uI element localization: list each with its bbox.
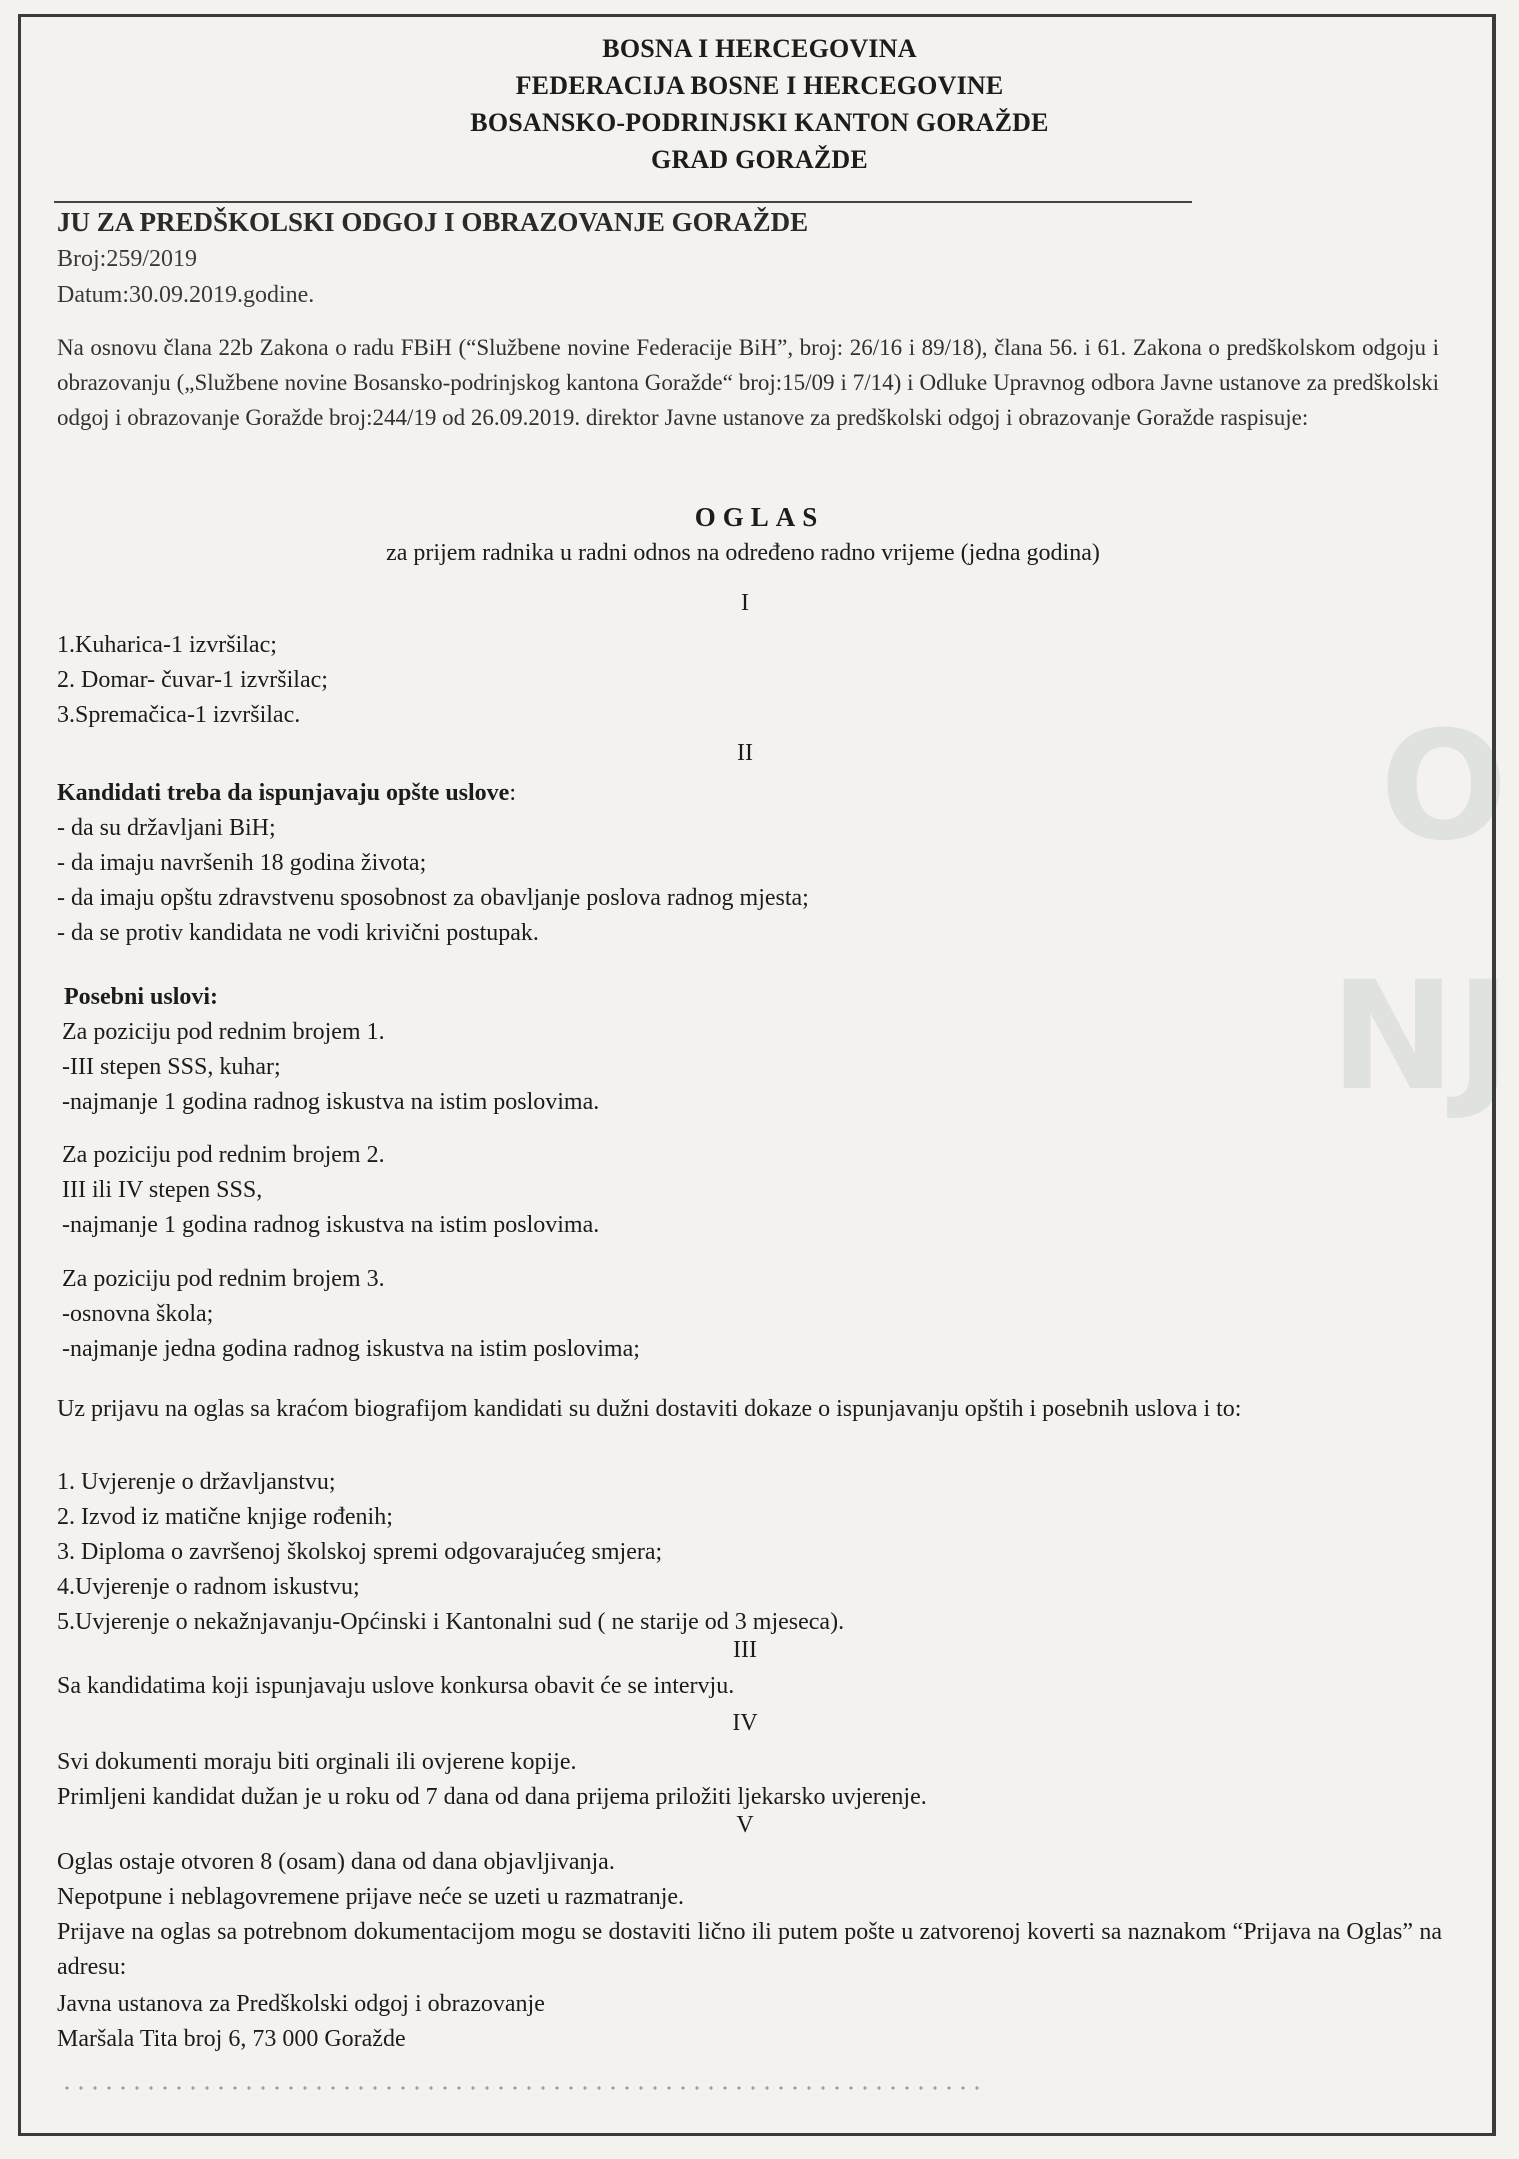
delivery-instructions: Prijave na oglas sa potrebnom dokumentacijom mogu se dostaviti lično ili putem pošte u zatvorenoj koverti sa naznakom “Prijava na Oglas” na adresu:: [57, 1919, 1442, 1980]
condition-item: - da se protiv kandidata ne vodi krivični postupak.: [57, 920, 539, 946]
delivery-address: [57, 1987, 1437, 2057]
position-1-requirements: [62, 1015, 1442, 1120]
dotted-separator: [60, 2084, 980, 2092]
requirement-line: -najmanje 1 godina radnog iskustva na istim poslovima.: [62, 1089, 600, 1115]
documents-intro: Uz prijavu na oglas sa kraćom biografijom kandidati su dužni dostaviti dokaze o ispunjavanju opštih i posebnih uslova i to:: [57, 1396, 1242, 1422]
header-line: BOSNA I HERCEGOVINA: [602, 34, 917, 63]
document-item: 1. Uvjerenje o državljanstvu;: [57, 1469, 336, 1495]
condition-item: - da su državljani BiH;: [57, 815, 276, 841]
requirement-line: -najmanje 1 godina radnog iskustva na istim poslovima.: [62, 1212, 600, 1238]
condition-item: - da imaju navršenih 18 godina života;: [57, 850, 427, 876]
note-line: Svi dokumenti moraju biti orginali ili ovjerene kopije.: [57, 1749, 577, 1775]
section-number-III: III: [733, 1637, 757, 1663]
position-item: 2. Domar- čuvar-1 izvršilac;: [57, 667, 328, 693]
document-item: 2. Izvod iz matične knjige rođenih;: [57, 1504, 393, 1530]
section-number-II: II: [737, 740, 753, 766]
intro-paragraph: Na osnovu člana 22b Zakona o radu FBiH (“Službene novine Federacije BiH”, broj: 26/16 i 89/18), člana 56. i 61. Zakona o predškolskom odgoju i obrazovanju („Službene novine Bosansko-podrinjskog kantona Goražde“ broj:15/09 i 7/14) i Odluke Upravnog odbora Javne ustanove za predškolski odgoj i obrazovanje Goražde broj:244/19 od 26.09.2019. direktor Javne ustanove za predškolski odgoj i obrazovanje Goražde raspisuje:: [57, 335, 1439, 430]
section-number-V: V: [736, 1812, 754, 1838]
institution-name: JU ZA PREDŠKOLSKI ODGOJ I OBRAZOVANJE GORAŽDE: [57, 207, 809, 237]
notice-title: OGLAS: [694, 502, 825, 532]
requirement-line: -najmanje jedna godina radnog iskustva na istim poslovima;: [62, 1336, 640, 1362]
requirement-line: Za poziciju pod rednim brojem 1.: [62, 1019, 385, 1045]
header-divider: [54, 201, 1192, 203]
position-3-requirements: [62, 1262, 1442, 1367]
deadline-line: Nepotpune i neblagovremene prijave neće se uzeti u razmatranje.: [57, 1884, 685, 1910]
section-number-IV: IV: [732, 1710, 758, 1736]
document-date: Datum:30.09.2019.godine.: [57, 282, 315, 308]
document-item: 3. Diploma o završenoj školskoj spremi odgovarajućeg smjera;: [57, 1539, 663, 1565]
background-bleed-through: O: [1380, 700, 1508, 874]
position-item: 3.Spremačica-1 izvršilac.: [57, 702, 301, 728]
general-heading-colon: :: [509, 780, 516, 806]
section-number-I: I: [741, 590, 749, 616]
requirement-line: Za poziciju pod rednim brojem 3.: [62, 1266, 385, 1292]
address-line: Maršala Tita broj 6, 73 000 Goražde: [57, 2026, 406, 2052]
general-conditions-heading: [57, 776, 1437, 811]
document-item: 5.Uvjerenje o nekažnjavanju-Općinski i Kantonalni sud ( ne starije od 3 mjeseca).: [57, 1609, 845, 1635]
note-line: Primljeni kandidat dužan je u roku od 7 dana od dana prijema priložiti ljekarsko uvjerenje.: [57, 1784, 927, 1810]
header-line: BOSANSKO-PODRINJSKI KANTON GORAŽDE: [470, 108, 1049, 137]
special-conditions-heading-block: [64, 980, 1444, 1015]
documents-notes: [57, 1745, 1437, 1815]
deadline-line: Oglas ostaje otvoren 8 (osam) dana od dana objavljivanja.: [57, 1849, 615, 1875]
requirement-line: Za poziciju pod rednim brojem 2.: [62, 1142, 385, 1168]
notice-subtitle: za prijem radnika u radni odnos na određeno radno vrijeme (jedna godina): [386, 540, 1100, 566]
position-2-requirements: [62, 1138, 1442, 1243]
document-number: Broj:259/2019: [57, 246, 198, 272]
condition-item: - da imaju opštu zdravstvenu sposobnost za obavljanje poslova radnog mjesta;: [57, 885, 809, 911]
document-header: [0, 30, 1519, 178]
background-bleed-through-2: NJ: [1330, 950, 1512, 1124]
requirement-line: -osnovna škola;: [62, 1301, 214, 1327]
requirement-line: -III stepen SSS, kuhar;: [62, 1054, 281, 1080]
address-line: Javna ustanova za Predškolski odgoj i obrazovanje: [57, 1991, 545, 2017]
document-item: 4.Uvjerenje o radnom iskustvu;: [57, 1574, 360, 1600]
header-line: FEDERACIJA BOSNE I HERCEGOVINE: [515, 71, 1004, 100]
interview-text: Sa kandidatima koji ispunjavaju uslove konkursa obavit će se intervju.: [57, 1673, 735, 1699]
position-item: 1.Kuharica-1 izvršilac;: [57, 632, 277, 658]
documents-list: [57, 1465, 1437, 1640]
interview-notice: [57, 1669, 1437, 1704]
special-conditions-heading: Posebni uslovi:: [64, 984, 219, 1010]
general-heading-text: Kandidati treba da ispunjavaju opšte uslove: [57, 780, 510, 806]
deadline-notes: [57, 1845, 1437, 1915]
requirement-line: III ili IV stepen SSS,: [62, 1177, 263, 1203]
header-line: GRAD GORAŽDE: [651, 145, 868, 174]
general-conditions: [57, 776, 1437, 951]
positions-list: [57, 628, 1437, 733]
